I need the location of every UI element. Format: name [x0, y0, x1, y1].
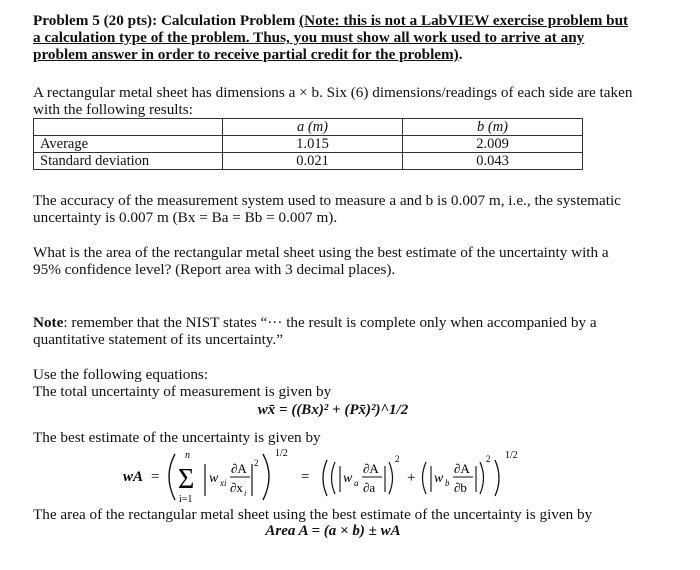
svg-text:=: =	[301, 469, 310, 485]
note-label: Note	[33, 314, 64, 331]
eq-lhs: wA	[123, 469, 144, 485]
eq-sum-top: n	[185, 450, 190, 461]
svg-text:∂A: ∂A	[363, 461, 379, 476]
equation-total-uncertainty: wx̄ = ((Bx)² + (Px̄)²)^1/2	[257, 402, 409, 418]
best-estimate-text: The best estimate of the uncertainty is given by	[33, 429, 321, 446]
intro-paragraph: A rectangular metal sheet has dimensions a × b. Six (6) dimensions/readings of each side are taken with the following results:	[33, 84, 633, 118]
eq-sq-b: 2	[486, 454, 491, 464]
eq-inner-sq: 2	[254, 458, 259, 468]
problem-heading-end: .	[458, 46, 463, 63]
eq-sq-a: 2	[395, 454, 400, 464]
table-row	[34, 136, 583, 153]
area-text: The area of the rectangular metal sheet using the best estimate of the uncertainty is given by	[33, 506, 593, 523]
cell-b: 2.009	[403, 136, 583, 153]
question-paragraph: What is the area of the rectangular metal sheet using the best estimate of the uncertainty with a 95% confidence level? (Report area with 3 decimal places).	[33, 244, 609, 278]
svg-text:w: w	[434, 471, 444, 486]
table-corner-cell	[34, 119, 223, 136]
svg-text:∂a: ∂a	[363, 480, 376, 495]
equations-intro-line1: Use the following equations:	[33, 366, 209, 383]
problem-note: (Note: this is not a LabVIEW exercise problem but a calculation type of the problem. Thus, you must show all work used to arrive at any problem answer in order to receive partial credit for the problem)	[33, 12, 629, 63]
svg-text:=: =	[151, 469, 160, 485]
svg-text:+: +	[407, 470, 416, 486]
equations-intro-line2: The total uncertainty of measurement is given by	[33, 383, 332, 400]
equation-area: Area A = (a × b) ± wA	[265, 523, 401, 539]
svg-text:∂A: ∂A	[454, 461, 470, 476]
column-header-b: b (m)	[403, 119, 583, 136]
svg-text:∂x: ∂x	[230, 480, 243, 495]
note-text: : remember that the NIST states “··· the result is complete only when accompanied by a quantitative statement of its uncertainty.”	[33, 314, 597, 348]
cell-b: 0.043	[403, 153, 583, 170]
svg-text:∂b: ∂b	[454, 480, 467, 495]
accuracy-paragraph	[33, 192, 633, 226]
eq-sum-bottom: i=1	[179, 494, 193, 505]
note-paragraph	[33, 314, 633, 348]
equation-best-estimate	[123, 446, 563, 506]
svg-text:i: i	[244, 489, 247, 498]
dimensions-table	[33, 118, 583, 170]
row-label: Standard deviation	[34, 153, 223, 170]
problem-title	[33, 12, 633, 63]
svg-text:w: w	[343, 471, 353, 486]
svg-text:xi: xi	[220, 478, 227, 488]
eq-exp-2: 1/2	[505, 450, 518, 461]
accuracy-text: The accuracy of the measurement system used to measure a and b is 0.007 m, i.e., the systematic uncertainty is 0.007 m	[33, 192, 621, 226]
problem-heading: Problem 5 (20 pts): Calculation Problem	[33, 12, 300, 29]
equations-intro	[33, 366, 633, 400]
eq-exp-1: 1/2	[275, 448, 288, 459]
row-label: Average	[34, 136, 223, 153]
svg-text:b: b	[445, 478, 450, 488]
svg-text:w: w	[209, 471, 219, 486]
column-header-a: a (m)	[223, 119, 403, 136]
svg-text:∂A: ∂A	[231, 461, 247, 476]
cell-a: 1.015	[223, 136, 403, 153]
svg-text:a: a	[354, 478, 359, 488]
table-row	[34, 153, 583, 170]
svg-text:Σ: Σ	[178, 464, 195, 495]
table-header-row	[34, 119, 583, 136]
accuracy-formula: (Bx = Ba = Bb = 0.007 m).	[172, 209, 338, 226]
cell-a: 0.021	[223, 153, 403, 170]
